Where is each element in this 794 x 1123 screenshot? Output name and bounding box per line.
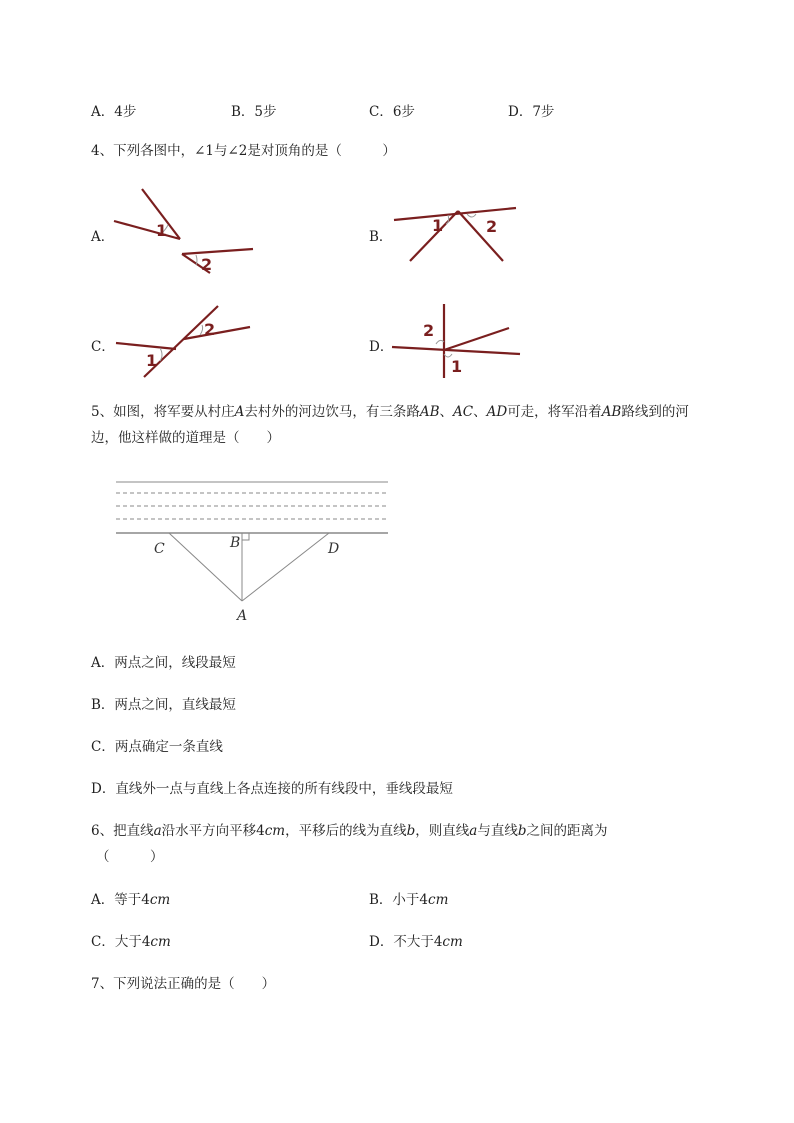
q4-c-mark-2: 2 (204, 320, 216, 339)
q5-point-a-ref: A (234, 404, 245, 420)
q4-c-mark-1: 1 (146, 351, 158, 370)
q5-stem-sep: 、 (473, 404, 487, 420)
q4-stem: 4、下列各图中，∠1与∠2是对顶角的是（ ） (91, 143, 396, 159)
q5-river-figure (112, 478, 392, 626)
q5-point-a: A (237, 608, 248, 624)
q4-label-d: D． (369, 339, 394, 355)
q5-stem-text: 路线到的河 (621, 404, 689, 420)
q6-var-b: b (517, 823, 527, 839)
q4-label-b: B． (369, 229, 393, 245)
q5-option-c: C．两点确定一条直线 (91, 739, 223, 755)
q5-stem-line1 (91, 403, 689, 421)
q3-option-b: B．5步 (231, 104, 277, 120)
q6-stem-text: 沿水平方向平移4 (161, 823, 265, 839)
q6-option-b (369, 891, 448, 909)
q6-stem-line2: （ ） (96, 849, 164, 865)
q5-point-b: B (230, 535, 241, 551)
q5-path-ab-ref: AB (601, 404, 622, 420)
q4-label-c: C． (91, 339, 115, 355)
q5-path-ab-ref: AB (419, 404, 440, 420)
q5-option-a: A．两点之间，线段最短 (91, 655, 236, 671)
q5-stem-text: 去村外的河边饮马，有三条路 (244, 404, 420, 420)
q6-option-a-text: A．等于4 (91, 892, 150, 908)
q3-option-c: C．6步 (369, 104, 415, 120)
q5-path-ac-ref: AC (453, 404, 474, 420)
q5-point-d: D (328, 541, 340, 557)
q5-stem-text: 可走，将军沿着 (507, 404, 602, 420)
q4-d-mark-1: 1 (451, 357, 463, 376)
q5-stem-text: 5、如图，将军要从村庄 (91, 404, 235, 420)
q4-a-mark-1: 1 (156, 221, 168, 240)
q6-stem-text: ，则直线 (415, 823, 470, 839)
q6-option-a-unit: cm (149, 892, 171, 908)
q7-stem: 7、下列说法正确的是（ ） (91, 976, 276, 992)
q6-option-b-text: B．小于4 (369, 892, 429, 908)
q6-unit: cm (264, 823, 286, 839)
q6-option-d (369, 933, 463, 951)
q6-stem-text: ，平移后的线为直线 (285, 823, 407, 839)
q5-stem-line2: 边，他这样做的道理是（ ） (91, 430, 280, 446)
q6-stem-text: 6、把直线 (91, 823, 154, 839)
q5-option-b: B．两点之间，直线最短 (91, 697, 236, 713)
q6-var-a: a (153, 823, 162, 839)
q6-stem-text: 与直线 (477, 823, 518, 839)
q4-figure-d (390, 302, 525, 382)
q4-figure-b (390, 200, 525, 265)
q5-option-d: D．直线外一点与直线上各点连接的所有线段中，垂线段最短 (91, 781, 453, 797)
q4-b-mark-2: 2 (486, 217, 498, 236)
q6-option-c (91, 933, 171, 951)
q6-option-d-text: D．不大于4 (369, 934, 443, 950)
q6-option-a (91, 891, 170, 909)
q6-option-c-unit: cm (150, 934, 171, 950)
q6-stem-text: 之间的距离为 (526, 823, 608, 839)
q6-option-d-unit: cm (442, 934, 463, 950)
q6-var-b: b (406, 823, 416, 839)
q6-stem-line1 (91, 822, 608, 840)
q3-option-a: A．4步 (91, 104, 137, 120)
q4-b-mark-1: 1 (432, 216, 444, 235)
q4-d-mark-2: 2 (423, 321, 435, 340)
q6-var-a: a (469, 823, 478, 839)
q3-option-d: D．7步 (508, 104, 555, 120)
q4-figure-c (112, 303, 257, 383)
q5-point-c: C (154, 541, 165, 557)
q4-figure-a (110, 185, 260, 280)
q4-a-mark-2: 2 (201, 255, 213, 274)
q5-path-ad-ref: AD (486, 404, 508, 420)
q6-option-b-unit: cm (428, 892, 449, 908)
q5-stem-sep: 、 (439, 404, 454, 420)
q6-option-c-text: C．大于4 (91, 934, 151, 950)
q4-label-a: A． (91, 229, 115, 245)
